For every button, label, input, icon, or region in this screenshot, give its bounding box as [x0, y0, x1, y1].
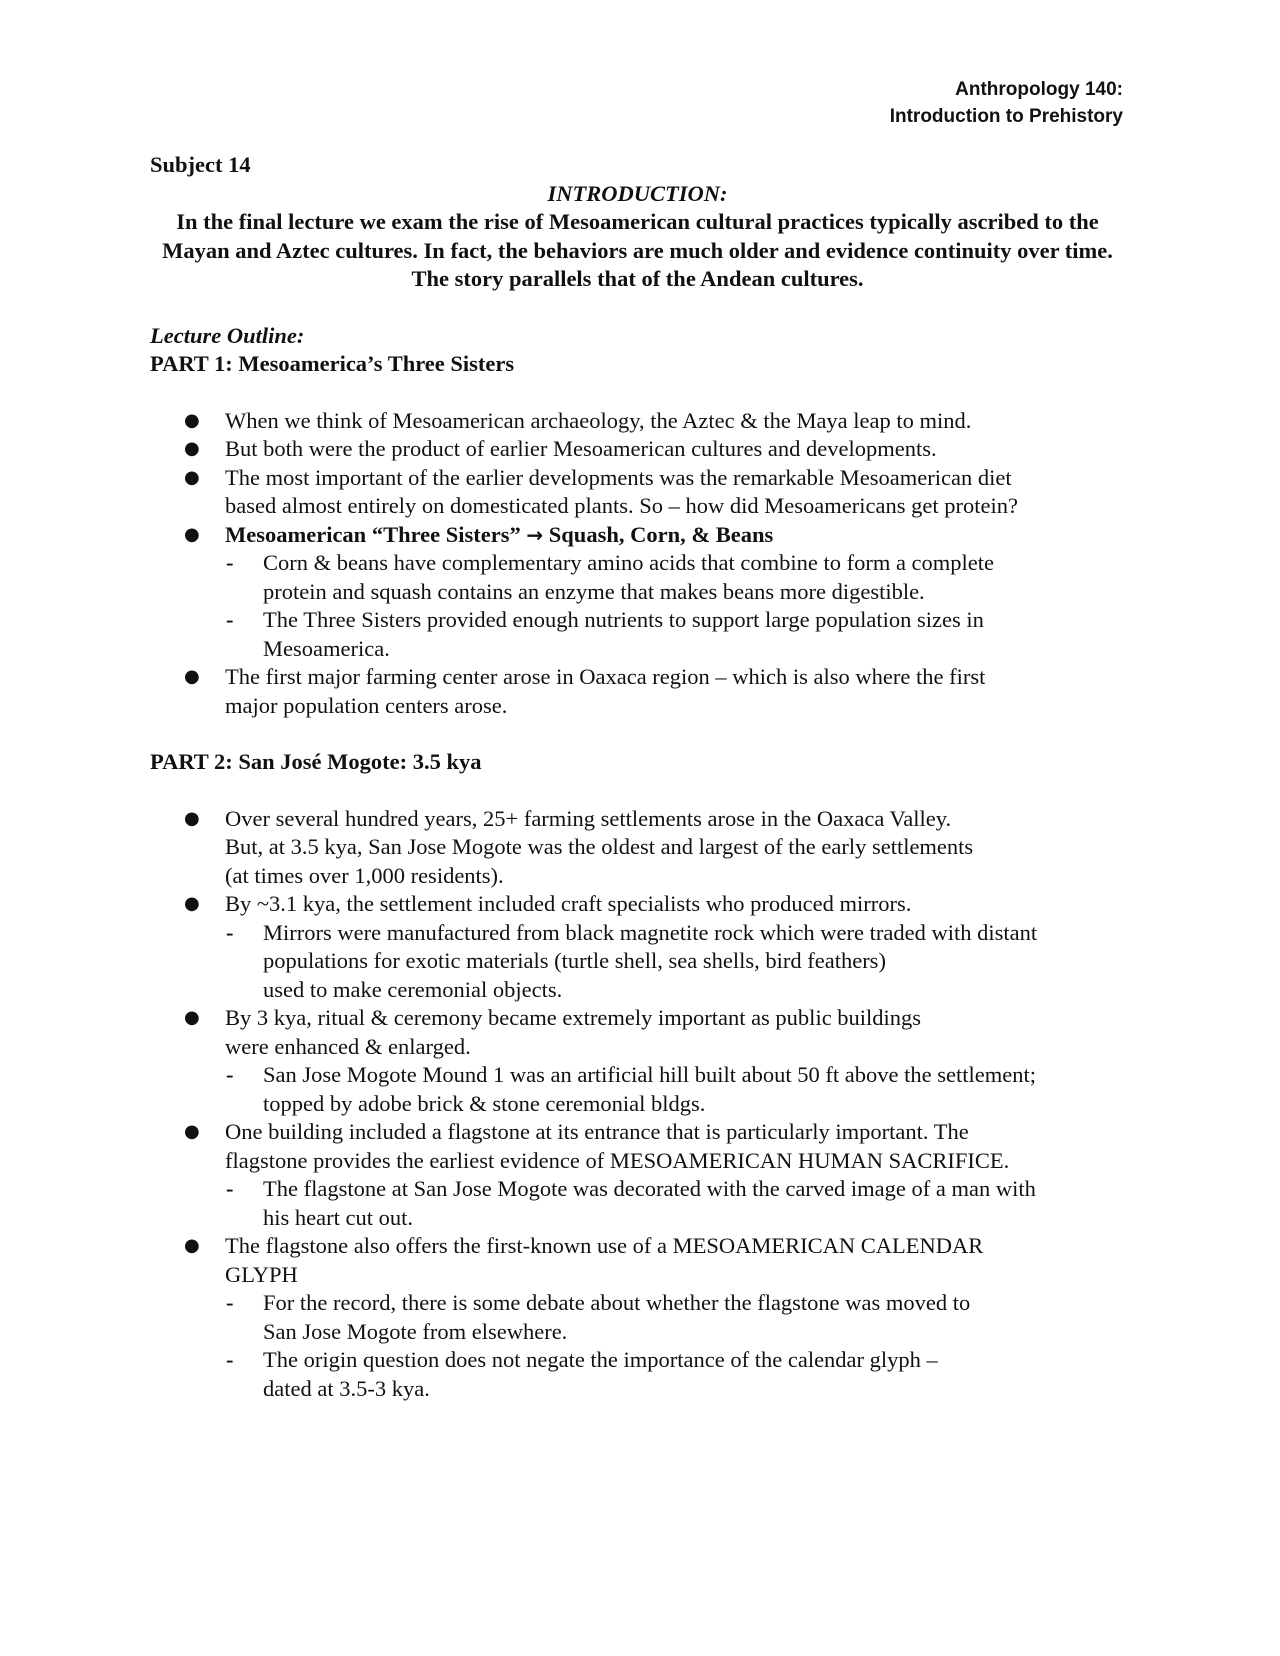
sub-item-text: The flagstone at San Jose Mogote was decorated with the carved image of a man with: [263, 1176, 1036, 1201]
list-item-text: flagstone provides the earliest evidence of MESOAMERICAN HUMAN SACRIFICE.: [225, 1147, 1010, 1173]
sub-list-item: [225, 1346, 1125, 1403]
list-item-text: major population centers arose.: [225, 692, 508, 718]
dash-icon: -: [226, 1290, 234, 1315]
list-item: [150, 1004, 1125, 1118]
sub-list: [225, 919, 1125, 1005]
sub-item-text: For the record, there is some debate about whether the flagstone was moved to: [263, 1290, 971, 1315]
list-item-text: By ~3.1 kya, the settlement included craft specialists who produced mirrors.: [225, 891, 912, 916]
dash-icon: -: [226, 1062, 234, 1087]
bullet-icon: ●: [184, 807, 200, 829]
part1-list: [150, 407, 1125, 721]
sub-list-item: [225, 1175, 1125, 1232]
list-item-text: (at times over 1,000 residents).: [225, 862, 504, 888]
sub-item-text: Mesoamerica.: [263, 635, 390, 661]
sub-item-text: San Jose Mogote from elsewhere.: [263, 1318, 568, 1344]
part2-list: [150, 805, 1125, 1404]
dash-icon: -: [226, 919, 234, 945]
list-item-text: But both were the product of earlier Mesoamerican cultures and developments.: [225, 436, 937, 461]
three-sisters-line: [225, 521, 1125, 550]
list-item: [150, 1118, 1125, 1232]
list-item-text: The most important of the earlier developments was the remarkable Mesoamerican diet: [225, 464, 1012, 490]
course-title: Introduction to Prehistory: [889, 106, 1123, 127]
list-item: [150, 890, 1125, 1004]
bullet-icon: ●: [184, 523, 200, 545]
sub-list-item: [225, 1061, 1125, 1118]
sub-item-text: The origin question does not negate the importance of the calendar glyph –: [263, 1347, 938, 1372]
list-item-text: When we think of Mesoamerican archaeology, the Aztec & the Maya leap to mind.: [225, 407, 972, 433]
sub-list: [225, 1289, 1125, 1403]
sub-item-text: used to make ceremonial objects.: [263, 976, 563, 1002]
sub-item-text: his heart cut out.: [263, 1204, 413, 1230]
list-item-text: But, at 3.5 kya, San Jose Mogote was the oldest and largest of the early settlements: [225, 834, 974, 859]
subject-title: Subject 14: [150, 152, 251, 177]
bullet-icon: ●: [184, 1121, 200, 1142]
sub-item-text: dated at 3.5-3 kya.: [263, 1375, 430, 1401]
bullet-icon: ●: [184, 893, 200, 914]
bullet-icon: ●: [184, 1235, 200, 1256]
sub-list-item: [225, 919, 1125, 1005]
list-item: [150, 663, 1125, 720]
list-item: [150, 805, 1125, 891]
bullet-icon: ●: [184, 666, 200, 687]
list-item-text: were enhanced & enlarged.: [225, 1033, 471, 1059]
document-body: [150, 151, 1125, 1403]
list-item-text: The flagstone also offers the first-known use of a MESOAMERICAN CALENDAR: [225, 1233, 984, 1258]
sub-item-text: protein and squash contains an enzyme that makes beans more digestible.: [263, 578, 925, 604]
sub-item-text: Mirrors were manufactured from black magnetite rock which were traded with distant: [263, 919, 1038, 945]
sub-list: [225, 549, 1125, 663]
list-item: [150, 407, 1125, 436]
course-number: Anthropology 140:: [955, 79, 1123, 100]
bullet-icon: ●: [184, 409, 200, 431]
list-item: [150, 521, 1125, 664]
intro-heading: INTRODUCTION:: [547, 180, 728, 206]
list-item-text: By 3 kya, ritual & ceremony became extremely important as public buildings: [225, 1005, 922, 1030]
dash-icon: -: [226, 550, 234, 575]
page-header: [890, 76, 1123, 130]
outline-heading: Lecture Outline:: [150, 322, 305, 348]
dash-icon: -: [226, 1347, 234, 1372]
bullet-icon: ●: [184, 466, 200, 488]
sub-item-text: San Jose Mogote Mound 1 was an artificial hill built about 50 ft above the settlement;: [263, 1062, 1036, 1087]
sub-item-text: The Three Sisters provided enough nutrients to support large population sizes in: [263, 607, 984, 632]
arrow-right-icon: →: [526, 522, 544, 547]
list-item: [150, 435, 1125, 464]
sub-list-item: [225, 606, 1125, 663]
list-item-text: One building included a flagstone at its entrance that is particularly important. The: [225, 1119, 969, 1144]
three-sisters-crops: Squash, Corn, & Beans: [548, 521, 774, 547]
sub-list-item: [225, 1289, 1125, 1346]
intro-text: In the final lecture we exam the rise of Mesoamerican cultural practices typically ascribed to the Mayan and Aztec cultures. In fact, the behaviors are much older and evidence continuity over time. The story parallels that of the Andean cultures.: [162, 209, 1113, 291]
part2-heading: PART 2: San José Mogote: 3.5 kya: [150, 749, 482, 774]
sub-item-text: topped by adobe brick & stone ceremonial bldgs.: [263, 1090, 706, 1116]
bullet-icon: ●: [184, 1007, 200, 1028]
part1-heading: PART 1: Mesoamerica’s Three Sisters: [150, 351, 515, 376]
list-item-text: based almost entirely on domesticated plants. So – how did Mesoamericans get protein?: [225, 493, 1018, 518]
sub-item-text: populations for exotic materials (turtle shell, sea shells, bird feathers): [263, 948, 886, 973]
list-item: [150, 1232, 1125, 1403]
bullet-icon: ●: [184, 438, 200, 459]
dash-icon: -: [226, 1176, 234, 1201]
three-sisters-label: Mesoamerican “Three Sisters”: [225, 521, 521, 547]
sub-list: [225, 1061, 1125, 1118]
sub-list: [225, 1175, 1125, 1232]
list-item-text: The first major farming center arose in Oaxaca region – which is also where the first: [225, 664, 986, 689]
sub-list-item: [225, 549, 1125, 606]
dash-icon: -: [226, 607, 234, 632]
list-item: [150, 464, 1125, 521]
list-item-text: GLYPH: [225, 1261, 298, 1287]
list-item-text: Over several hundred years, 25+ farming settlements arose in the Oaxaca Valley.: [225, 805, 952, 831]
sub-item-text: Corn & beans have complementary amino acids that combine to form a complete: [263, 550, 995, 575]
